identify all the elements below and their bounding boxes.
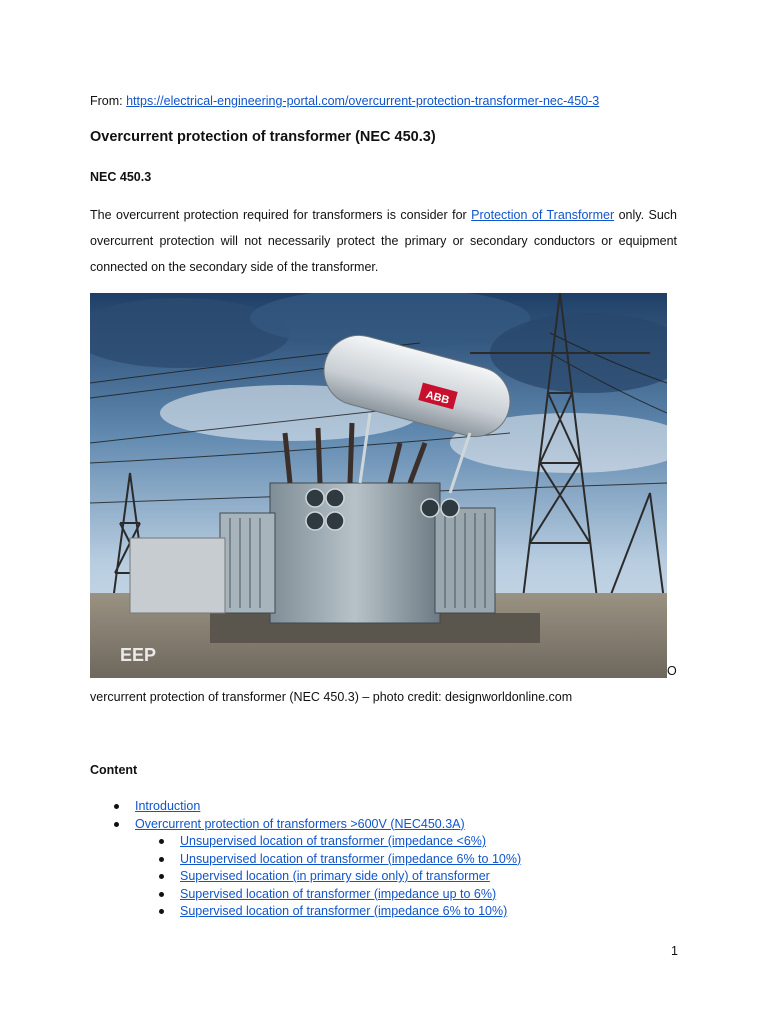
toc-item-supervised-primary — [90, 868, 521, 886]
intro-paragraph — [90, 202, 677, 280]
toc-link[interactable]: Supervised location of transformer (impedance up to 6%) — [180, 886, 497, 901]
bullet-icon — [159, 892, 164, 897]
source-link[interactable]: https://electrical-engineering-portal.com/overcurrent-protection-transformer-nec-450-3 — [126, 94, 600, 108]
abb-logo: ABB — [424, 389, 451, 407]
transformer-photo — [90, 293, 667, 678]
toc-link[interactable]: Supervised location of transformer (impedance 6% to 10%) — [180, 904, 508, 918]
section-heading: NEC 450.3 — [90, 170, 152, 184]
from-label: From: — [90, 94, 127, 108]
page-number: 1 — [671, 944, 678, 958]
bullet-icon — [159, 839, 164, 844]
toc-item-supervised-6-10 — [90, 903, 521, 921]
toc-item-unsupervised-lt6 — [90, 833, 521, 851]
eep-watermark: EEP — [120, 645, 157, 665]
source-line — [90, 93, 599, 110]
toc-link[interactable]: Introduction — [135, 799, 201, 813]
paragraph-text-before: The overcurrent protection required for transformers is consider for — [90, 208, 472, 222]
toc-link[interactable]: Unsupervised location of transformer (impedance <6%) — [180, 834, 487, 848]
protection-of-transformer-link[interactable]: Protection of Transformer — [471, 208, 615, 222]
toc-item-supervised-up-to-6 — [90, 886, 521, 904]
toc-item-unsupervised-6-10 — [90, 851, 521, 869]
caption-first-letter: O — [667, 664, 677, 678]
toc-link[interactable]: Overcurrent protection of transformers >600V (NEC450.3A) — [135, 816, 465, 831]
bullet-icon — [114, 804, 119, 809]
paragraph-text-after: only. Such overcurrent protection will not necessarily protect the primary or secondary conductors or equipment connected on the secondary side of the transformer. — [90, 208, 677, 274]
table-of-contents — [90, 798, 521, 921]
bullet-icon — [159, 874, 164, 879]
content-heading: Content — [90, 763, 138, 777]
page-title: Overcurrent protection of transformer (NEC 450.3) — [90, 129, 436, 145]
toc-link[interactable]: Supervised location (in primary side only) of transformer — [180, 869, 490, 883]
bullet-icon — [114, 822, 119, 827]
photo-caption: vercurrent protection of transformer (NEC 450.3) – photo credit: designworldonline.com — [90, 690, 573, 704]
bullet-icon — [159, 857, 164, 862]
bullet-icon — [159, 909, 164, 914]
toc-item-introduction — [90, 798, 521, 816]
toc-item-overcurrent-600v — [90, 816, 521, 834]
toc-link[interactable]: Unsupervised location of transformer (impedance 6% to 10%) — [180, 851, 522, 866]
